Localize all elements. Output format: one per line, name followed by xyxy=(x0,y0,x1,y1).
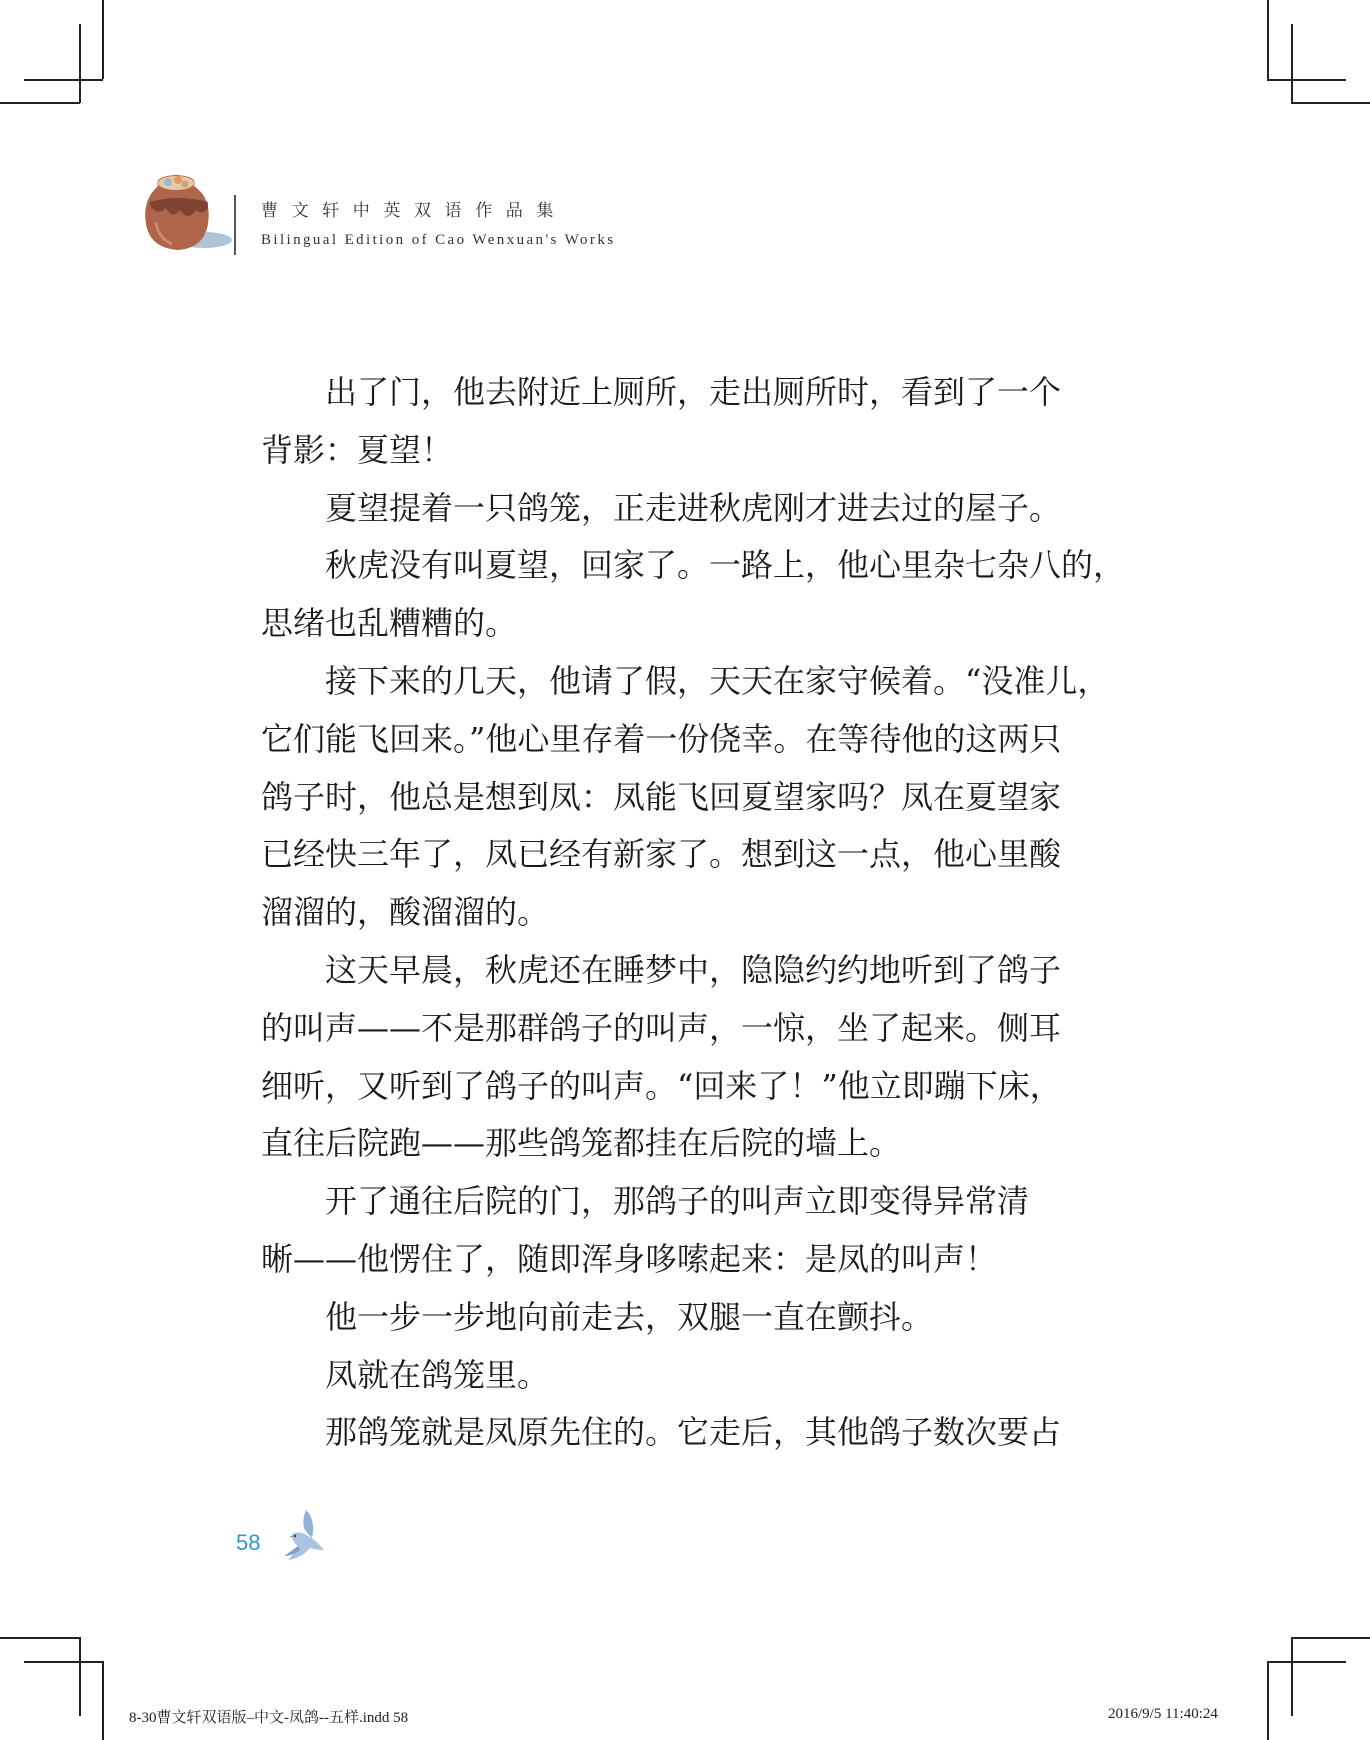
text-line: 那鸽笼就是凤原先住的。它走后，其他鸽子数次要占 xyxy=(325,1413,1062,1452)
text-line: 思绪也乱糟糟的。 xyxy=(261,604,518,643)
text-line: 晰——他愣住了，随即浑身哆嗦起来：是凤的叫声！ xyxy=(261,1239,998,1278)
crop-mark-line xyxy=(79,1637,81,1716)
text-line: 他一步一步地向前走去，双腿一直在颤抖。 xyxy=(325,1297,934,1336)
crop-mark-line xyxy=(1267,1661,1346,1663)
text-line: 直往后院跑——那些鸽笼都挂在后院的墙上。 xyxy=(261,1124,902,1163)
page-number: 58 xyxy=(236,1530,261,1555)
text-line: 已经快三年了，凤已经有新家了。想到这一点，他心里酸 xyxy=(261,835,1062,874)
flying-bird-icon xyxy=(282,1506,326,1562)
text-line: 这天早晨，秋虎还在睡梦中，隐隐约约地听到了鸽子 xyxy=(325,950,1062,989)
crop-mark-line xyxy=(1291,24,1293,103)
crop-mark-line xyxy=(24,79,103,81)
crop-mark-line xyxy=(1291,102,1370,104)
header-divider xyxy=(234,195,236,255)
crop-mark-line xyxy=(79,24,81,103)
text-line: 秋虎没有叫夏望，回家了。一路上，他心里杂七杂八的， xyxy=(325,546,1126,585)
crop-mark-line xyxy=(0,102,80,104)
text-line: 的叫声——不是那群鸽子的叫声，一惊，坐了起来。侧耳 xyxy=(261,1008,1062,1047)
text-line: 背影：夏望！ xyxy=(261,430,454,469)
text-line: 细听，又听到了鸽子的叫声。“回来了！”他立即蹦下床， xyxy=(261,1066,1062,1105)
crop-mark-line xyxy=(1267,79,1346,81)
text-line: 开了通往后院的门，那鸽子的叫声立即变得异常清 xyxy=(325,1182,1030,1221)
crop-mark-line xyxy=(102,0,104,79)
series-title-english: Bilingual Edition of Cao Wenxuan's Works xyxy=(261,232,616,248)
text-line: 它们能飞回来。”他心里存着一份侥幸。在等待他的这两只 xyxy=(261,719,1062,758)
text-line: 溜溜的，酸溜溜的。 xyxy=(261,893,550,932)
story-body xyxy=(261,364,1126,1462)
crop-mark-line xyxy=(0,1637,80,1639)
crop-mark-line xyxy=(24,1661,103,1663)
text-line: 接下来的几天，他请了假，天天在家守候着。“没准儿， xyxy=(325,661,1110,700)
crop-mark-line xyxy=(1267,0,1269,79)
clay-jar-icon xyxy=(138,172,234,254)
crop-mark-line xyxy=(1291,1637,1370,1639)
text-line: 夏望提着一只鸽笼，正走进秋虎刚才进去过的屋子。 xyxy=(325,488,1062,527)
text-line: 鸽子时，他总是想到凤：凤能飞回夏望家吗？凤在夏望家 xyxy=(261,777,1062,816)
text-line: 凤就在鸽笼里。 xyxy=(325,1355,550,1394)
series-title-chinese: 曹文轩中英双语作品集 xyxy=(261,201,567,221)
text-line: 出了门，他去附近上厕所，走出厕所时，看到了一个 xyxy=(325,373,1062,411)
crop-mark-line xyxy=(1291,1637,1293,1716)
crop-mark-line xyxy=(1267,1661,1269,1740)
crop-mark-line xyxy=(102,1661,104,1740)
file-slug: 8-30曹文轩双语版–中文-凤鸽--五样.indd 58 xyxy=(129,1710,409,1726)
print-timestamp: 2016/9/5 11:40:24 xyxy=(1108,1706,1218,1722)
